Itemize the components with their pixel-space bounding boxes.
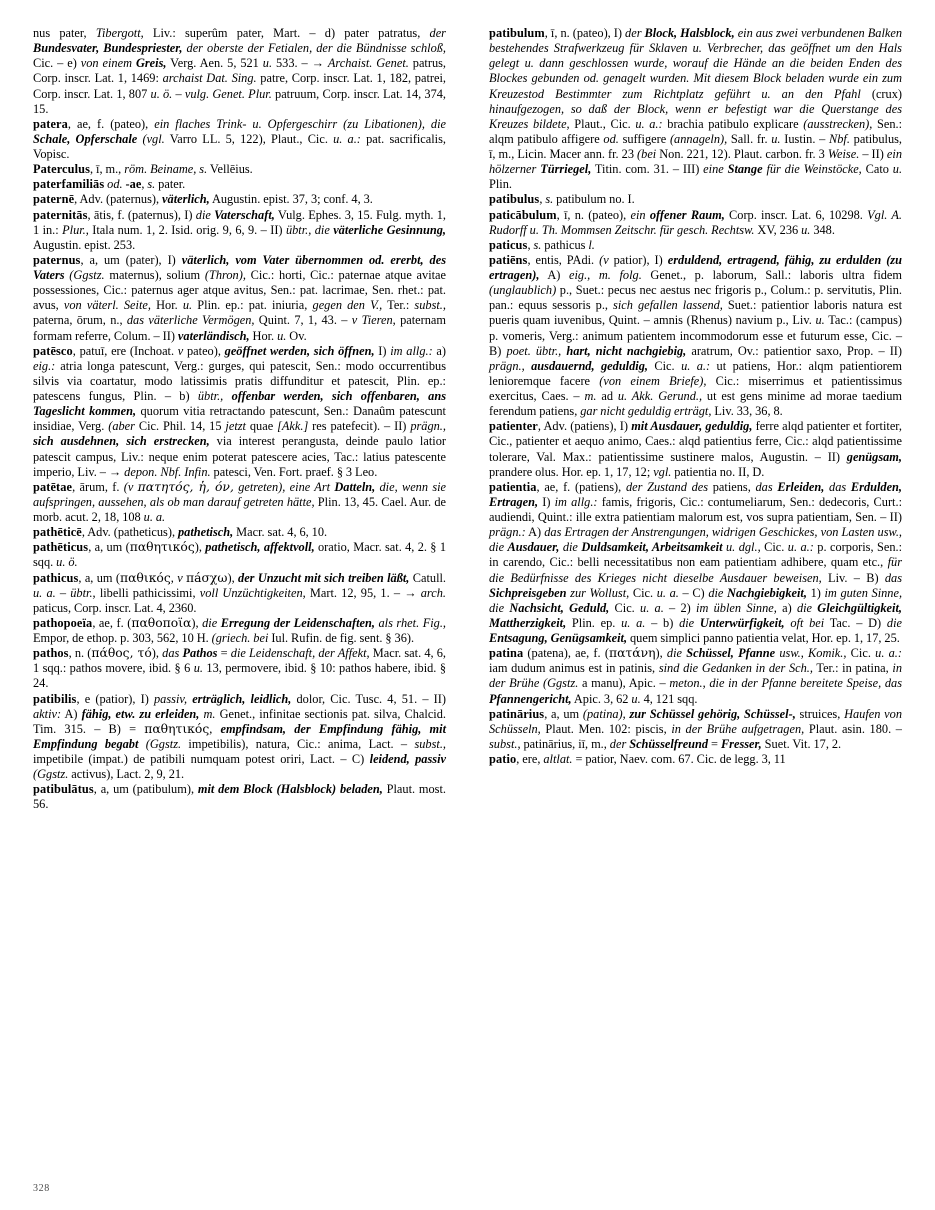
dictionary-entry: paterfamiliās od. -ae, s. pater. (33, 177, 186, 192)
dictionary-entry: patina (patena), ae, f. (πατάνη), die Schüssel, Pfanne usw., Komik., Cic. u. a.: iam dudum animus est in patinis, sind die Gedanken in der Sch., Ter.: in patina, in der Brühe (Ggstz. a manu), Apic. – meton., die in der Pfanne bereitete Speise, das Pfannengericht, Apic. 3, 62 u. 4, 121 sqq. (489, 646, 902, 706)
dictionary-entry: paternus, a, um (pater), I) väterlich, vom Vater übernommen od. ererbt, des Vaters (Ggstz. maternus), solium (Thron), Cic.: horti, Cic.: paternae atque avitae possessiones, Cic.: paternus ager atque avitus, Sen.: pat. lacrimae, Sen. rhet.: pat. avus, von väterl. Seite, Hor. u. Plin. ep.: pat. iniuria, gegen den V., Ter.: subst., paterna, ōrum, n., das väterliche Vermögen, Quint. 7, 1, 43. – v Tieren, paternam formam referre, Colum. – II) vaterländisch, Hor. u. Ov. (33, 252, 447, 343)
dictionary-entry: paternitās, ātis, f. (paternus), I) die Vaterschaft, Vulg. Ephes. 3, 15. Fulg. myth. 1, 1 in.: Plur., Itala num. 1, 2. Isid. orig. 9, 6, 9. – II) übtr., die väterliche Gesinnung, Augustin. epist. 253. (33, 207, 446, 252)
dictionary-entry: pathicus, a, um (παθικóς, v πáσχω), der Unzucht mit sich treiben läßt, Catull. u. a. – übtr., libelli pathicissimi, voll Unzüchtigkeiten, Mart. 12, 95, 1. – → arch. paticus, Corp. inscr. Lat. 4, 2360. (33, 570, 447, 615)
dictionary-entry: patētae, ārum, f. (v πατητóς, ἡ, óν, getreten), eine Art Datteln, die, wenn sie aufspringen, aussehen, als ob man darauf getreten hätte, Plin. 13, 45. Cael. Aur. de morb. acut. 2, 18, 108 u. a. (33, 479, 447, 524)
dictionary-entry: nus pater, Tibergott, Liv.: superûm pater, Mart. – d) pater patratus, der Bundesvater, Bundespriester, der oberste der Fetialen, der die Bündnisse schloß, Cic. – e) von einem Greis, Verg. Aen. 5, 521 u. 533. – → Archaist. Genet. patrus, Corp. inscr. Lat. 1, 1469: archaist Dat. Sing. patre, Corp. inscr. Lat. 1, 182, patrei, Corp. inscr. Lat. 1, 807 u. ö. – vulg. Genet. Plur. patruum, Corp. inscr. Lat. 14, 374, 15. (33, 26, 447, 116)
page-folio-number: 328 (33, 1183, 50, 1194)
dictionary-entry: patibulus, s. patibulum no. I. (489, 192, 635, 207)
dictionary-entry: pathos, n. (πάθος, τó), das Pathos = die Leidenschaft, der Affekt, Macr. sat. 4, 6, 1 sqq.: pathos movere, ibid. § 6 u. 13, permovere, ibid. § 10: pathos habere, ibid. § 24. (33, 646, 447, 691)
dictionary-entry: patera, ae, f. (pateo), ein flaches Trink- u. Opfergeschirr (zu Libationen), die Schale, Opferschale (vgl. Varro LL. 5, 122), Plaut., Cic. u. a.: pat. sacrificalis, Vopisc. (33, 116, 446, 161)
right-column (489, 26, 902, 767)
dictionary-entry: patienter, Adv. (patiens), I) mit Ausdauer, geduldig, ferre alqd patienter et fortiter, Cic., patienter et aequo animo, Caes.: alqd patientius ferre, Cic.: alqd patientissime tolerare, Val. Max.: patientissime sustinere malos, Augustin. – II) genügsam, prandere olus. Hor. ep. 1, 17, 12; vgl. patientia no. II, D. (489, 419, 902, 479)
dictionary-entry: paticābulum, ī, n. (pateo), ein offener Raum, Corp. inscr. Lat. 6, 10298. Vgl. A. Rudorff u. Th. Mommsen Zeitschr. für gesch. Rechtsw. XV, 236 u. 348. (489, 207, 902, 237)
dictionary-entry: patibulātus, a, um (patibulum), mit dem Block (Halsblock) beladen, Plaut. most. 56. (33, 782, 446, 812)
dictionary-entry: patibulum, ī, n. (pateo), I) der Block, Halsblock, ein aus zwei verbundenen Balken bestehendes Strafwerkzeug für Sklaven u. Verbrecher, das geöffnet um den Hals gelegt u. dann geschlossen wurde, worauf die Hände an die beiden Enden des Blockes gebunden od. genagelt wurden. Mit diesem Block beladen wurde ein zum Kreuzestod Bestimmter zum Richtplatz geführt u. an den Pfahl (crux) hinaufgezogen, so daß der Block, wenn er befestigt war die Querstange des Kreuzes bildete, Plaut., Cic. u. a.: brachia patibulo explicare (ausstrecken), Sen.: alqm patibulo affigere od. suffigere (annageln), Sall. fr. u. Iustin. – Nbf. patibulus, ī, m., Licin. Macer ann. fr. 23 (bei Non. 221, 12). Plaut. carbon. fr. 3 Weise. – II) ein hölzerner Türriegel, Titin. com. 31. – III) eine Stange für die Weinstöcke, Cato u. Plin. (489, 26, 903, 192)
two-column-text-body (33, 26, 902, 1156)
dictionary-entry: patiēns, entis, PAdi. (v patior), I) erduldend, ertragend, fähig, zu erdulden (zu ertragen), A) eig., m. folg. Genet., p. laborum, Sall.: laboris ultra fidem (unglaublich) p., Suet.: pecus nec aestus nec frigoris p., Colum.: p. servitutis, Plin. pan.: equus sessoris p., sich gefallen lassend, Suet.: patientior laboris natura est pueris quam iuvenibus, Quint. – amnis (Rhenus) navium p., Liv. u. Tac.: (campus) p. vomeris, Verg.: animum patientem incommodorum esse et futurum esse, Cic. – B) poet. übtr., hart, nicht nachgiebig, aratrum, Ov.: patientior saxo, Prop. – II) prägn., ausdauernd, geduldig, Cic. u. a.: ut patiens, Hor.: alqm patientiorem lenioremque facere (von einem Briefe), Cic.: miserrimus et patientissimus exercitus, Caes. – m. ad u. Akk. Gerund., ut est gens minime ad morae taedium ferendum patiens, gar nicht geduldig erträgt, Liv. 33, 36, 8. (489, 252, 903, 419)
dictionary-entry: patinārius, a, um (patina), zur Schüssel gehörig, Schüssel-, struices, Haufen von Schüsseln, Plaut. Men. 102: piscis, in der Brühe aufgetragen, Plaut. asin. 180. – subst., patinārius, iī, m., der Schüsselfreund = Fresser, Suet. Vit. 17, 2. (489, 706, 902, 751)
dictionary-entry: paticus, s. pathicus l. (489, 237, 595, 252)
dictionary-entry: patibilis, e (patior), I) passiv, erträglich, leidlich, dolor, Cic. Tusc. 4, 51. – II) aktiv: A) fähig, etw. zu erleiden, m. Genet., infinitae sectionis pat. silva, Chalcid. Tim. 315. – B) = παθητικóς, empfindsam, der Empfindung fähig, mit Empfindung begabt (Ggstz. impetibilis), natura, Cic.: anima, Lact. – subst., impetibile (impat.) de patibili numquam potest oriri, Lact. – C) leidend, passiv (Ggstz. activus), Lact. 2, 9, 21. (33, 691, 446, 782)
dictionary-entry: paternē, Adv. (paternus), väterlich, Augustin. epist. 37, 3; conf. 4, 3. (33, 192, 373, 207)
dictionary-entry: pathēticus, a, um (παθητικóς), pathetisch, affektvoll, oratio, Macr. sat. 4, 2. § 1 sqq. u. ö. (33, 540, 446, 570)
dictionary-entry: patēsco, patuī, ere (Inchoat. v pateo), geöffnet werden, sich öffnen, I) im allg.: a) eig.: atria longa patescunt, Verg.: gurges, qui patescit, Sen.: modo occurrentibus silvis via coartatur, modo latissimis pratis diffunditur et patescit, Plin. ep.: patescens fungus, Plin. – b) übtr., offenbar werden, sich offenbaren, ans Tageslicht kommen, quorum vitia retractando patescunt, Sen.: Danaûm patescunt insidiae, Verg. (aber Cic. Phil. 14, 15 jetzt quae [Akk.] res patefecit). – II) prägn., sich ausdehnen, sich erstrecken, via interest perangusta, deinde paulo latior patescit campus, Liv.: neque enim poterat patescere acies, Tac.: latius patescente imperio, Liv. – → depon. Nbf. Infin. patesci, Ven. Fort. praef. § 3 Leo. (33, 343, 447, 479)
dictionary-entry: pathopoeïa, ae, f. (παθοποϊα), die Erregung der Leidenschaften, als rhet. Fig., Empor, de ethop. p. 303, 562, 10 H. (griech. bei Iul. Rufin. de fig. sent. § 36). (33, 615, 447, 645)
dictionary-entry: pathēticē, Adv. (patheticus), pathetisch, Macr. sat. 4, 6, 10. (33, 525, 328, 540)
dictionary-entry: Paterculus, ī, m., röm. Beiname, s. Vellēius. (33, 162, 253, 177)
dictionary-entry: patientia, ae, f. (patiens), der Zustand des patiens, das Erleiden, das Erdulden, Ertragen, I) im allg.: famis, frigoris, Cic.: contumeliarum, Sen.: dedecoris, Curt.: audiendi, Quint.: ille extra patientiam malorum est, vos supra patientiam, Sen. – II) prägn.: A) das Ertragen der Anstrengungen, widrigen Geschickes, von Lasten usw., die Ausdauer, die Duldsamkeit, Arbeitsamkeit u. dgl., Cic. u. a.: p. corporis, Sen.: in carendo, Cic.: belli necessitatibus non eam patientiam adhibere, quam etc., für die Bedürfnisse des Krieges nicht dieselbe Ausdauer beweisen, Liv. – B) das Sichpreisgeben zur Wollust, Cic. u. a. – C) die Nachgiebigkeit, 1) im guten Sinne, die Nachsicht, Geduld, Cic. u. a. – 2) im üblen Sinne, a) die Gleichgültigkeit, Mattherzigkeit, Plin. ep. u. a. – b) die Unterwürfigkeit, oft bei Tac. – D) die Entsagung, Genügsamkeit, quem simplici panno patientia velat, Hor. ep. 1, 17, 25. (489, 479, 903, 645)
left-column (33, 26, 446, 813)
dictionary-entry: patio, ere, altlat. = patior, Naev. com. 67. Cic. de legg. 3, 11 (489, 752, 786, 766)
